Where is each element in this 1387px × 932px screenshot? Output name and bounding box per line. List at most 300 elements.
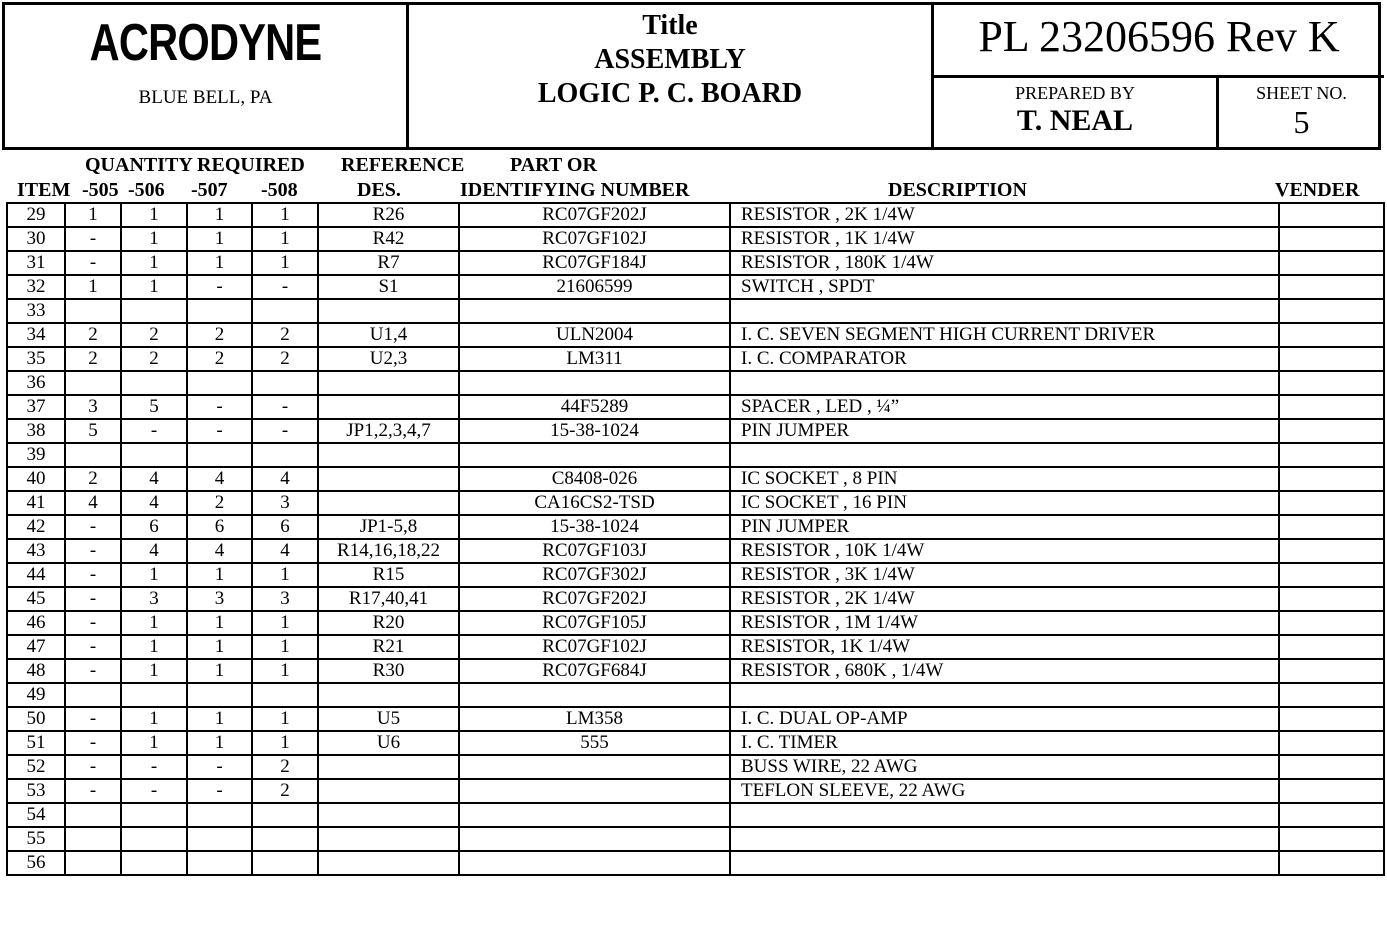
company-location: BLUE BELL, PA: [138, 87, 273, 108]
part-list-number: PL 23206596 Rev K: [978, 12, 1340, 61]
cell-vender: [1279, 227, 1384, 251]
cell-reference-des: U2,3: [318, 347, 459, 371]
table-row: [7, 635, 1384, 659]
cell-reference-des: U1,4: [318, 323, 459, 347]
heading-part-or: PART OR: [510, 154, 597, 176]
cell-qty-508: 4: [252, 539, 318, 563]
cell-qty-505: -: [65, 563, 121, 587]
cell-qty-505: 2: [65, 323, 121, 347]
cell-qty-506: 1: [121, 563, 187, 587]
cell-reference-des: [318, 491, 459, 515]
cell-qty-505: -: [65, 707, 121, 731]
cell-qty-508: [252, 443, 318, 467]
cell-qty-508: 4: [252, 467, 318, 491]
cell-item: 35: [7, 347, 65, 371]
table-row: [7, 827, 1384, 851]
cell-qty-506: 3: [121, 587, 187, 611]
cell-qty-505: [65, 827, 121, 851]
cell-qty-507: 2: [187, 347, 252, 371]
cell-qty-508: 1: [252, 731, 318, 755]
table-row: [7, 347, 1384, 371]
cell-qty-508: [252, 851, 318, 875]
cell-part-number: [459, 683, 730, 707]
cell-vender: [1279, 827, 1384, 851]
cell-qty-508: 2: [252, 323, 318, 347]
cell-qty-506: 2: [121, 347, 187, 371]
parts-table: [6, 202, 1385, 876]
cell-qty-507: -: [187, 395, 252, 419]
cell-description: [730, 371, 1279, 395]
cell-part-number: [459, 371, 730, 395]
title-line-2: LOGIC P. C. BOARD: [537, 78, 803, 109]
sheet-number: 5: [1293, 104, 1310, 140]
cell-part-number: 21606599: [459, 275, 730, 299]
cell-vender: [1279, 419, 1384, 443]
cell-qty-507: [187, 299, 252, 323]
cell-item: 44: [7, 563, 65, 587]
cell-vender: [1279, 851, 1384, 875]
cell-qty-506: 1: [121, 251, 187, 275]
cell-description: SWITCH , SPDT: [730, 275, 1279, 299]
cell-qty-508: 1: [252, 611, 318, 635]
cell-qty-505: -: [65, 755, 121, 779]
table-row: [7, 851, 1384, 875]
cell-qty-506: 1: [121, 659, 187, 683]
table-row: [7, 779, 1384, 803]
cell-reference-des: [318, 779, 459, 803]
divider: [934, 75, 1384, 78]
cell-qty-505: [65, 371, 121, 395]
heading-508: -508: [261, 179, 298, 201]
prepared-by-block: [934, 83, 1216, 138]
cell-description: I. C. TIMER: [730, 731, 1279, 755]
cell-vender: [1279, 395, 1384, 419]
cell-qty-507: 2: [187, 491, 252, 515]
heading-506: -506: [128, 179, 165, 201]
cell-description: I. C. COMPARATOR: [730, 347, 1279, 371]
cell-qty-506: 1: [121, 203, 187, 227]
cell-part-number: RC07GF684J: [459, 659, 730, 683]
cell-part-number: 15-38-1024: [459, 515, 730, 539]
cell-vender: [1279, 755, 1384, 779]
cell-qty-506: [121, 803, 187, 827]
cell-qty-508: [252, 371, 318, 395]
cell-part-number: LM311: [459, 347, 730, 371]
cell-qty-505: -: [65, 611, 121, 635]
cell-qty-505: -: [65, 779, 121, 803]
cell-description: I. C. DUAL OP-AMP: [730, 707, 1279, 731]
cell-qty-505: -: [65, 539, 121, 563]
cell-qty-506: 1: [121, 611, 187, 635]
cell-vender: [1279, 539, 1384, 563]
company-logo: ACRODYNE: [89, 14, 322, 72]
cell-reference-des: [318, 371, 459, 395]
table-row: [7, 659, 1384, 683]
cell-reference-des: R21: [318, 635, 459, 659]
table-row: [7, 587, 1384, 611]
cell-qty-507: -: [187, 755, 252, 779]
cell-qty-505: -: [65, 251, 121, 275]
cell-qty-507: [187, 851, 252, 875]
cell-qty-507: 1: [187, 731, 252, 755]
cell-part-number: [459, 803, 730, 827]
table-row: [7, 299, 1384, 323]
cell-qty-505: 3: [65, 395, 121, 419]
cell-item: 47: [7, 635, 65, 659]
cell-qty-507: -: [187, 419, 252, 443]
cell-part-number: [459, 755, 730, 779]
table-row: [7, 467, 1384, 491]
cell-item: 32: [7, 275, 65, 299]
cell-qty-507: 1: [187, 227, 252, 251]
cell-qty-507: 1: [187, 203, 252, 227]
cell-reference-des: R42: [318, 227, 459, 251]
cell-reference-des: R14,16,18,22: [318, 539, 459, 563]
cell-vender: [1279, 515, 1384, 539]
cell-qty-507: 1: [187, 611, 252, 635]
cell-qty-506: 1: [121, 275, 187, 299]
cell-vender: [1279, 683, 1384, 707]
cell-vender: [1279, 347, 1384, 371]
cell-qty-505: 4: [65, 491, 121, 515]
cell-qty-507: 4: [187, 539, 252, 563]
cell-qty-507: [187, 683, 252, 707]
cell-qty-505: 5: [65, 419, 121, 443]
cell-part-number: [459, 827, 730, 851]
cell-qty-506: 5: [121, 395, 187, 419]
cell-part-number: RC07GF202J: [459, 587, 730, 611]
table-row: [7, 563, 1384, 587]
cell-description: [730, 803, 1279, 827]
cell-vender: [1279, 371, 1384, 395]
table-row: [7, 539, 1384, 563]
cell-vender: [1279, 659, 1384, 683]
cell-qty-508: 1: [252, 203, 318, 227]
table-row: [7, 731, 1384, 755]
table-row: [7, 395, 1384, 419]
sheet-block: [1219, 83, 1384, 141]
cell-item: 31: [7, 251, 65, 275]
cell-part-number: LM358: [459, 707, 730, 731]
cell-part-number: RC07GF184J: [459, 251, 730, 275]
cell-reference-des: [318, 299, 459, 323]
cell-qty-505: -: [65, 731, 121, 755]
cell-vender: [1279, 779, 1384, 803]
cell-qty-507: 1: [187, 659, 252, 683]
title-line-1: ASSEMBLY: [594, 44, 746, 75]
cell-qty-508: 1: [252, 707, 318, 731]
cell-reference-des: R15: [318, 563, 459, 587]
cell-part-number: ULN2004: [459, 323, 730, 347]
heading-description: DESCRIPTION: [888, 179, 1027, 201]
cell-reference-des: JP1,2,3,4,7: [318, 419, 459, 443]
cell-part-number: RC07GF202J: [459, 203, 730, 227]
cell-part-number: [459, 299, 730, 323]
cell-qty-507: [187, 803, 252, 827]
cell-vender: [1279, 467, 1384, 491]
cell-reference-des: [318, 803, 459, 827]
cell-qty-508: 1: [252, 635, 318, 659]
cell-qty-505: 2: [65, 347, 121, 371]
cell-reference-des: R7: [318, 251, 459, 275]
table-row: [7, 683, 1384, 707]
heading-des: DES.: [357, 179, 401, 201]
cell-part-number: RC07GF105J: [459, 611, 730, 635]
cell-reference-des: R20: [318, 611, 459, 635]
cell-item: 39: [7, 443, 65, 467]
cell-reference-des: U6: [318, 731, 459, 755]
table-row: [7, 203, 1384, 227]
cell-qty-505: -: [65, 587, 121, 611]
cell-description: TEFLON SLEEVE, 22 AWG: [730, 779, 1279, 803]
cell-qty-505: 1: [65, 203, 121, 227]
cell-qty-506: 1: [121, 707, 187, 731]
cell-qty-505: [65, 851, 121, 875]
table-row: [7, 227, 1384, 251]
cell-qty-505: 1: [65, 275, 121, 299]
cell-part-number: 555: [459, 731, 730, 755]
table-row: [7, 275, 1384, 299]
table-row: [7, 371, 1384, 395]
cell-qty-507: -: [187, 275, 252, 299]
heading-item: ITEM: [17, 179, 71, 201]
cell-vender: [1279, 491, 1384, 515]
heading-quantity-required: QUANTITY REQUIRED: [85, 154, 305, 176]
cell-reference-des: U5: [318, 707, 459, 731]
cell-qty-505: [65, 443, 121, 467]
cell-reference-des: [318, 395, 459, 419]
cell-vender: [1279, 587, 1384, 611]
cell-qty-508: 1: [252, 251, 318, 275]
cell-qty-506: [121, 371, 187, 395]
cell-vender: [1279, 731, 1384, 755]
cell-reference-des: [318, 827, 459, 851]
cell-description: RESISTOR , 10K 1/4W: [730, 539, 1279, 563]
cell-qty-507: 1: [187, 563, 252, 587]
cell-part-number: 44F5289: [459, 395, 730, 419]
title-label: Title: [642, 10, 698, 41]
cell-qty-508: [252, 803, 318, 827]
company-block: [5, 15, 406, 109]
cell-qty-506: [121, 683, 187, 707]
cell-description: RESISTOR , 2K 1/4W: [730, 587, 1279, 611]
cell-part-number: RC07GF103J: [459, 539, 730, 563]
cell-qty-508: 2: [252, 347, 318, 371]
cell-qty-506: 4: [121, 539, 187, 563]
cell-reference-des: [318, 755, 459, 779]
cell-part-number: 15-38-1024: [459, 419, 730, 443]
cell-qty-506: 1: [121, 635, 187, 659]
heading-vender: VENDER: [1275, 179, 1360, 201]
cell-qty-507: 6: [187, 515, 252, 539]
cell-qty-508: [252, 683, 318, 707]
cell-reference-des: JP1-5,8: [318, 515, 459, 539]
cell-qty-507: [187, 827, 252, 851]
cell-qty-506: 4: [121, 467, 187, 491]
cell-qty-507: [187, 371, 252, 395]
cell-qty-506: 4: [121, 491, 187, 515]
cell-vender: [1279, 707, 1384, 731]
cell-item: 48: [7, 659, 65, 683]
cell-qty-508: -: [252, 275, 318, 299]
cell-reference-des: R26: [318, 203, 459, 227]
table-row: [7, 803, 1384, 827]
prepared-by-label: PREPARED BY: [1015, 83, 1135, 103]
table-row: [7, 443, 1384, 467]
cell-item: 30: [7, 227, 65, 251]
cell-qty-508: 3: [252, 587, 318, 611]
cell-item: 55: [7, 827, 65, 851]
table-row: [7, 755, 1384, 779]
cell-qty-507: 2: [187, 323, 252, 347]
cell-reference-des: [318, 683, 459, 707]
cell-vender: [1279, 635, 1384, 659]
cell-qty-505: -: [65, 659, 121, 683]
cell-qty-508: 1: [252, 659, 318, 683]
cell-qty-508: [252, 827, 318, 851]
cell-item: 45: [7, 587, 65, 611]
cell-item: 41: [7, 491, 65, 515]
table-row: [7, 419, 1384, 443]
cell-qty-506: [121, 443, 187, 467]
cell-description: SPACER , LED , ¼”: [730, 395, 1279, 419]
cell-item: 38: [7, 419, 65, 443]
cell-vender: [1279, 443, 1384, 467]
cell-qty-505: 2: [65, 467, 121, 491]
cell-qty-505: [65, 299, 121, 323]
cell-qty-505: -: [65, 635, 121, 659]
cell-qty-506: [121, 851, 187, 875]
cell-vender: [1279, 299, 1384, 323]
cell-description: RESISTOR, 1K 1/4W: [730, 635, 1279, 659]
cell-part-number: C8408-026: [459, 467, 730, 491]
cell-item: 29: [7, 203, 65, 227]
cell-qty-507: -: [187, 779, 252, 803]
cell-item: 33: [7, 299, 65, 323]
cell-description: PIN JUMPER: [730, 419, 1279, 443]
cell-description: I. C. SEVEN SEGMENT HIGH CURRENT DRIVER: [730, 323, 1279, 347]
table-row: [7, 491, 1384, 515]
cell-qty-508: 1: [252, 563, 318, 587]
cell-qty-507: 1: [187, 251, 252, 275]
cell-reference-des: [318, 443, 459, 467]
table-row: [7, 515, 1384, 539]
title-block: [2, 2, 1381, 150]
cell-item: 43: [7, 539, 65, 563]
heading-identifying-number: IDENTIFYING NUMBER: [460, 179, 690, 201]
cell-qty-508: -: [252, 395, 318, 419]
cell-qty-506: 1: [121, 227, 187, 251]
cell-description: [730, 827, 1279, 851]
cell-qty-508: 6: [252, 515, 318, 539]
cell-description: PIN JUMPER: [730, 515, 1279, 539]
cell-qty-508: -: [252, 419, 318, 443]
cell-part-number: CA16CS2-TSD: [459, 491, 730, 515]
cell-item: 37: [7, 395, 65, 419]
cell-item: 40: [7, 467, 65, 491]
cell-description: IC SOCKET , 16 PIN: [730, 491, 1279, 515]
cell-qty-506: [121, 827, 187, 851]
cell-description: RESISTOR , 1K 1/4W: [730, 227, 1279, 251]
cell-description: [730, 443, 1279, 467]
heading-reference: REFERENCE: [341, 154, 465, 176]
cell-description: RESISTOR , 180K 1/4W: [730, 251, 1279, 275]
cell-qty-505: -: [65, 227, 121, 251]
cell-description: IC SOCKET , 8 PIN: [730, 467, 1279, 491]
cell-item: 50: [7, 707, 65, 731]
cell-vender: [1279, 203, 1384, 227]
cell-qty-507: [187, 443, 252, 467]
cell-description: BUSS WIRE, 22 AWG: [730, 755, 1279, 779]
cell-qty-508: 2: [252, 755, 318, 779]
cell-reference-des: R17,40,41: [318, 587, 459, 611]
cell-qty-507: 4: [187, 467, 252, 491]
cell-description: RESISTOR , 3K 1/4W: [730, 563, 1279, 587]
cell-vender: [1279, 803, 1384, 827]
cell-part-number: RC07GF102J: [459, 635, 730, 659]
table-row: [7, 323, 1384, 347]
cell-item: 52: [7, 755, 65, 779]
cell-qty-506: 1: [121, 731, 187, 755]
sheet-label: SHEET NO.: [1256, 83, 1347, 103]
cell-reference-des: [318, 467, 459, 491]
cell-reference-des: [318, 851, 459, 875]
cell-part-number: [459, 779, 730, 803]
cell-qty-507: 1: [187, 707, 252, 731]
cell-description: [730, 299, 1279, 323]
cell-description: [730, 851, 1279, 875]
prepared-by-name: T. NEAL: [1016, 104, 1134, 137]
cell-vender: [1279, 563, 1384, 587]
cell-item: 42: [7, 515, 65, 539]
cell-description: [730, 683, 1279, 707]
cell-qty-506: 6: [121, 515, 187, 539]
cell-description: RESISTOR , 680K , 1/4W: [730, 659, 1279, 683]
cell-item: 49: [7, 683, 65, 707]
cell-vender: [1279, 611, 1384, 635]
cell-item: 56: [7, 851, 65, 875]
cell-qty-506: 2: [121, 323, 187, 347]
cell-item: 36: [7, 371, 65, 395]
cell-qty-506: [121, 299, 187, 323]
table-row: [7, 611, 1384, 635]
cell-part-number: RC07GF102J: [459, 227, 730, 251]
cell-description: RESISTOR , 1M 1/4W: [730, 611, 1279, 635]
cell-item: 51: [7, 731, 65, 755]
cell-part-number: [459, 443, 730, 467]
cell-qty-508: [252, 299, 318, 323]
cell-vender: [1279, 275, 1384, 299]
cell-qty-505: -: [65, 515, 121, 539]
cell-qty-508: 1: [252, 227, 318, 251]
cell-vender: [1279, 323, 1384, 347]
cell-qty-505: [65, 683, 121, 707]
cell-qty-507: 3: [187, 587, 252, 611]
cell-qty-506: -: [121, 419, 187, 443]
cell-qty-506: -: [121, 755, 187, 779]
cell-vender: [1279, 251, 1384, 275]
cell-item: 53: [7, 779, 65, 803]
cell-description: RESISTOR , 2K 1/4W: [730, 203, 1279, 227]
title-area: [409, 9, 931, 111]
cell-item: 54: [7, 803, 65, 827]
cell-part-number: RC07GF302J: [459, 563, 730, 587]
heading-505: -505: [82, 179, 119, 201]
cell-qty-508: 2: [252, 779, 318, 803]
cell-qty-508: 3: [252, 491, 318, 515]
cell-reference-des: R30: [318, 659, 459, 683]
cell-qty-507: 1: [187, 635, 252, 659]
